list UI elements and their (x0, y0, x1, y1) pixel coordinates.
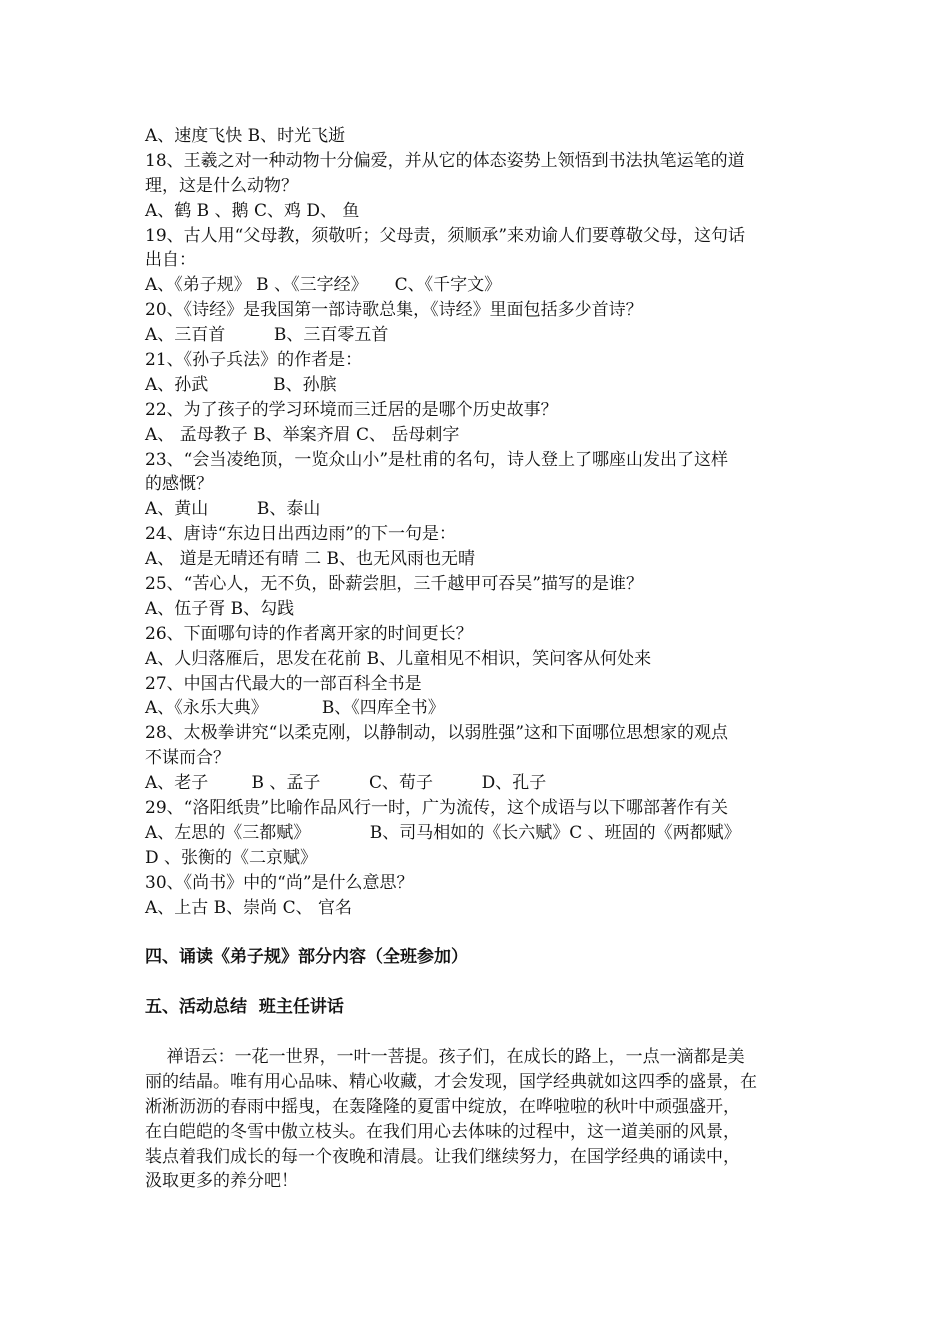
quiz-line: 出自： (145, 250, 196, 271)
quiz-line: 23、“会当凌绝顶，一览众山小”是杜甫的名句，诗人登上了哪座山发出了这样 (145, 449, 729, 470)
quiz-line: A、 道是无晴还有晴 二 B、也无风雨也无晴 (145, 549, 475, 570)
paragraph-line: 禅语云：一花一世界，一叶一菩提。孩子们，在成长的路上，一点一滴都是美 (145, 1046, 745, 1067)
document-body (145, 124, 813, 1194)
quiz-line: 不谋而合？ (145, 748, 230, 769)
quiz-line: 27、中国古代最大的一部百科全书是 (145, 673, 422, 694)
section-heading-recitation: 四、诵读《弟子规》部分内容（全班参加） (145, 947, 468, 968)
quiz-line: A、鹤 B 、鹅 C、鸡 D、 鱼 (145, 200, 360, 221)
closing-paragraph (145, 1045, 813, 1194)
spacer (145, 970, 813, 995)
paragraph-line: 淅淅沥沥的春雨中摇曳，在轰隆隆的夏雷中绽放，在哗啦啦的秋叶中顽强盛开， (145, 1096, 740, 1117)
quiz-line: A、速度飞快 B、时光飞逝 (145, 126, 346, 146)
quiz-line: 25、“苦心人，无不负，卧薪尝胆，三千越甲可吞吴”描写的是谁？ (145, 574, 644, 595)
quiz-line: A、伍子胥 B、勾践 (145, 598, 295, 619)
quiz-line: A、人归落雁后，思发在花前 B、儿童相见不相识，笑问客从何处来 (145, 648, 652, 669)
quiz-line: A、 孟母教子 B、举案齐眉 C、 岳母刺字 (145, 424, 460, 445)
quiz-line: A、孙武 B、孙膑 (145, 374, 337, 395)
quiz-line: A、老子 B 、孟子 C、荀子 D、孔子 (145, 773, 547, 794)
quiz-line: 29、“洛阳纸贵”比喻作品风行一时，广为流传，这个成语与以下哪部著作有关 (145, 798, 729, 819)
quiz-line: A、上古 B、崇尚 C、 官名 (145, 897, 352, 918)
quiz-line: 20、《诗经》是我国第一部诗歌总集，《诗经》里面包括多少首诗？ (145, 300, 643, 321)
quiz-line: D 、张衡的《二京赋》 (145, 847, 318, 868)
quiz-line: 21、《孙子兵法》的作者是： (145, 350, 363, 371)
quiz-line: 19、古人用“父母教，须敬听；父母责，须顺承”来劝谕人们要尊敬父母，这句话 (145, 225, 746, 246)
quiz-line: A、左思的《三都赋》 B、司马相如的《长六赋》C 、班固的《两都赋》 (145, 822, 741, 843)
quiz-line: A、三百首 B、三百零五首 (145, 325, 389, 346)
quiz-line: 30、《尚书》中的“尚”是什么意思？ (145, 872, 414, 893)
quiz-line: 24、唐诗“东边日出西边雨”的下一句是： (145, 524, 457, 545)
paragraph-line: 汲取更多的养分吧！ (145, 1171, 298, 1192)
quiz-line: 的感慨？ (145, 474, 213, 495)
quiz-section (145, 124, 813, 921)
paragraph-line: 丽的结晶。唯有用心品味、精心收藏，才会发现，国学经典就如这四季的盛景，在 (145, 1071, 757, 1092)
spacer (145, 1020, 813, 1045)
quiz-line: A、黄山 B、泰山 (145, 499, 321, 520)
quiz-line: A、《弟子规》 B 、《三字经》 C、《千字文》 (145, 275, 502, 296)
paragraph-line: 在白皑皑的冬雪中傲立枝头。在我们用心去体味的过程中，这一道美丽的风景， (145, 1121, 740, 1142)
spacer (145, 921, 813, 946)
quiz-line: A、《永乐大典》 B、《四库全书》 (145, 698, 445, 719)
section-heading-summary: 五、活动总结 班主任讲话 (145, 997, 344, 1018)
quiz-line: 26、下面哪句诗的作者离开家的时间更长？ (145, 623, 473, 644)
quiz-line: 28、太极拳讲究“以柔克刚，以静制动，以弱胜强”这和下面哪位思想家的观点 (145, 723, 729, 744)
quiz-line: 18、王羲之对一种动物十分偏爱，并从它的体态姿势上领悟到书法执笔运笔的道 (145, 150, 745, 171)
quiz-line: 22、为了孩子的学习环境而三迁居的是哪个历史故事？ (145, 399, 558, 420)
quiz-line: 理，这是什么动物？ (145, 175, 298, 196)
paragraph-line: 装点着我们成长的每一个夜晚和清晨。让我们继续努力，在国学经典的诵读中， (145, 1146, 740, 1167)
